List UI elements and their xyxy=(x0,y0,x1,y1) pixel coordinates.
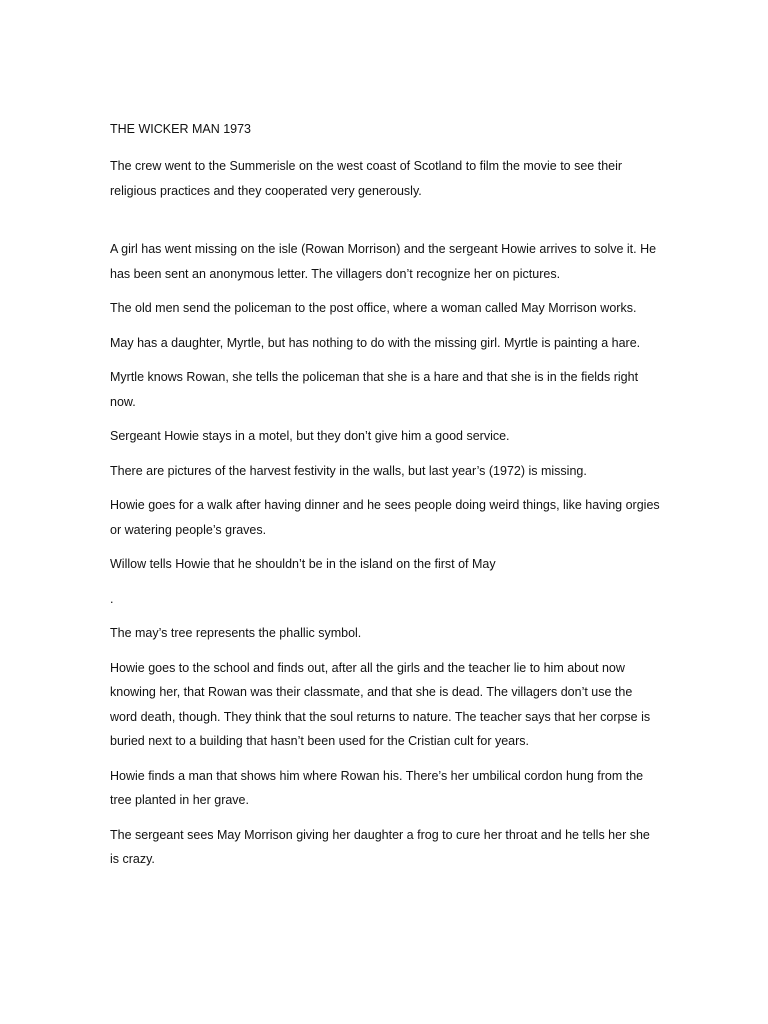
paragraph-1: The crew went to the Summerisle on the west coast of Scotland to film the movie to see their religious practices and they cooperated very generously. xyxy=(110,159,623,198)
document-title: THE WICKER MAN 1973 xyxy=(110,122,252,136)
paragraph-6: Sergeant Howie stays in a motel, but they don’t give him a good service. xyxy=(110,429,510,443)
paragraph-13: Howie finds a man that shows him where Rowan his. There’s her umbilical cordon hung from the tree planted in her grave. xyxy=(110,768,644,807)
paragraph-14: The sergeant sees May Morrison giving her daughter a frog to cure her throat and he tells her she is crazy. xyxy=(110,827,650,866)
paragraph-11: The may’s tree represents the phallic symbol. xyxy=(110,626,362,640)
paragraph-9: Willow tells Howie that he shouldn’t be in the island on the first of May xyxy=(110,557,496,571)
paragraph-5: Myrtle knows Rowan, she tells the policeman that she is a hare and that she is in the fields right now. xyxy=(110,370,639,409)
paragraph-3: The old men send the policeman to the post office, where a woman called May Morrison works. xyxy=(110,301,637,315)
document-body xyxy=(110,120,662,882)
paragraph-8: Howie goes for a walk after having dinner and he sees people doing weird things, like having orgies or watering people’s graves. xyxy=(110,498,660,537)
paragraph-10: . xyxy=(110,591,114,606)
paragraph-4: May has a daughter, Myrtle, but has nothing to do with the missing girl. Myrtle is painting a hare. xyxy=(110,335,641,350)
paragraph-12: Howie goes to the school and finds out, after all the girls and the teacher lie to him about now knowing her, that Rowan was their classmate, and that she is dead. The villagers don’t use the word death, though. They think that the soul returns to nature. The teacher says that her corpse is buried next to a building that hasn’t been used for the Cristian cult for years. xyxy=(110,660,651,748)
paragraph-7: There are pictures of the harvest festivity in the walls, but last year’s (1972) is missing. xyxy=(110,463,587,478)
paragraph-2: A girl has went missing on the isle (Rowan Morrison) and the sergeant Howie arrives to solve it. He has been sent an anonymous letter. The villagers don’t recognize her on pictures. xyxy=(110,242,657,281)
